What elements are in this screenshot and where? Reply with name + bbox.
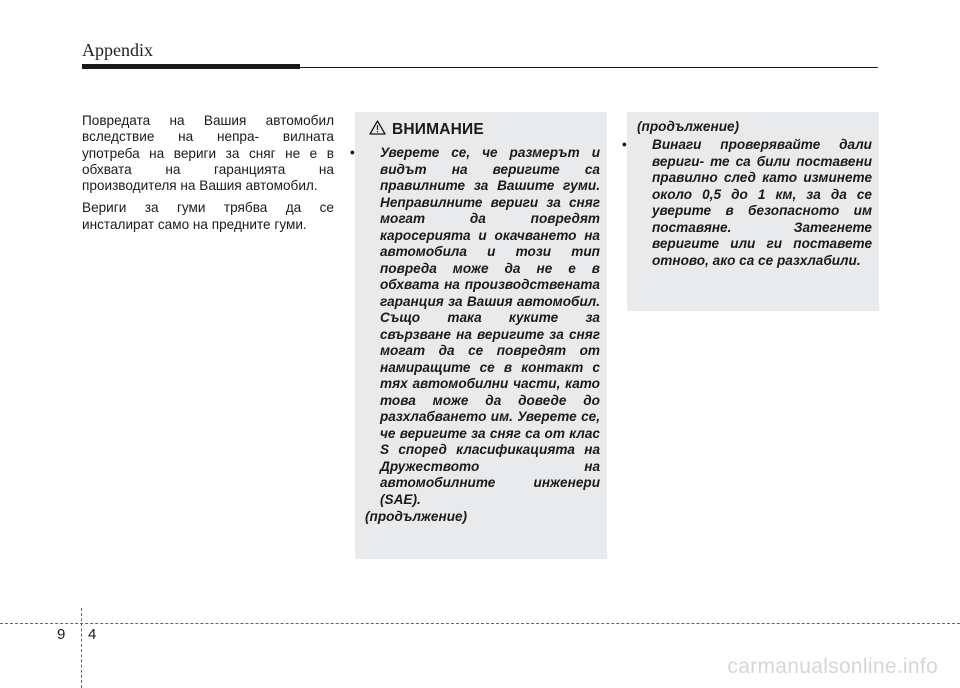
warning-text xyxy=(350,145,600,526)
warning-bullet-text: Уверете се, че размерът и видът на веригите са правилните за Вашите гуми. Неправилните вериги за сняг могат да повредят каросерията и окачването на автомобила и този тип повреда може да не е в обхвата на производствената гаранция за Вашия автомобил. Също така куките за свързване на веригите за сняг могат да се повредят от намиращите се в контакт с тях автомобилни части, като това може да доведе до разхлабването им. Уверете се, че веригите за сняг са от клас S според класификацията на Дружеството на автомобилните инженери (SAE). xyxy=(380,145,600,507)
warning-box xyxy=(350,112,607,559)
header-rule-thick xyxy=(82,64,300,69)
warning-title: ВНИМАНИЕ xyxy=(392,121,484,138)
page-chapter: 9 xyxy=(57,626,66,643)
continued-text xyxy=(622,137,872,269)
body-paragraph-2: Вериги за гуми трябва да се инсталират само на предните гуми. xyxy=(82,200,334,232)
watermark: carmanualsonline.info xyxy=(727,655,938,678)
footer-divider xyxy=(81,608,82,688)
body-paragraph-1: Повредата на Вашия автомобил вследствие на непра- вилната употреба на вериги за сняг не е в обхвата на гаранцията на производителя на Вашия автомобил. xyxy=(82,113,334,194)
warning-continued: (продължение) xyxy=(365,509,468,524)
continued-bullet-text: Винаги проверявайте дали вериги- те са били поставени правилно след като изминете около 0,5 до 1 км, за да се уверите в безопасното им поставяне. Затегнете веригите или ги поставете отново, ако са се разхлабили. xyxy=(652,137,872,268)
footer-rule xyxy=(0,623,960,624)
header-title: Appendix xyxy=(82,40,153,60)
page-number: 4 xyxy=(88,626,97,643)
warning-header xyxy=(369,120,484,140)
continued-box xyxy=(622,112,879,311)
header-rule-thin xyxy=(300,67,878,68)
continued-bullet: • xyxy=(622,137,627,152)
continued-heading: (продължение) xyxy=(637,119,740,134)
warning-triangle-icon xyxy=(369,120,392,140)
warning-bullet: • xyxy=(350,145,355,160)
body-text-column xyxy=(82,113,334,239)
